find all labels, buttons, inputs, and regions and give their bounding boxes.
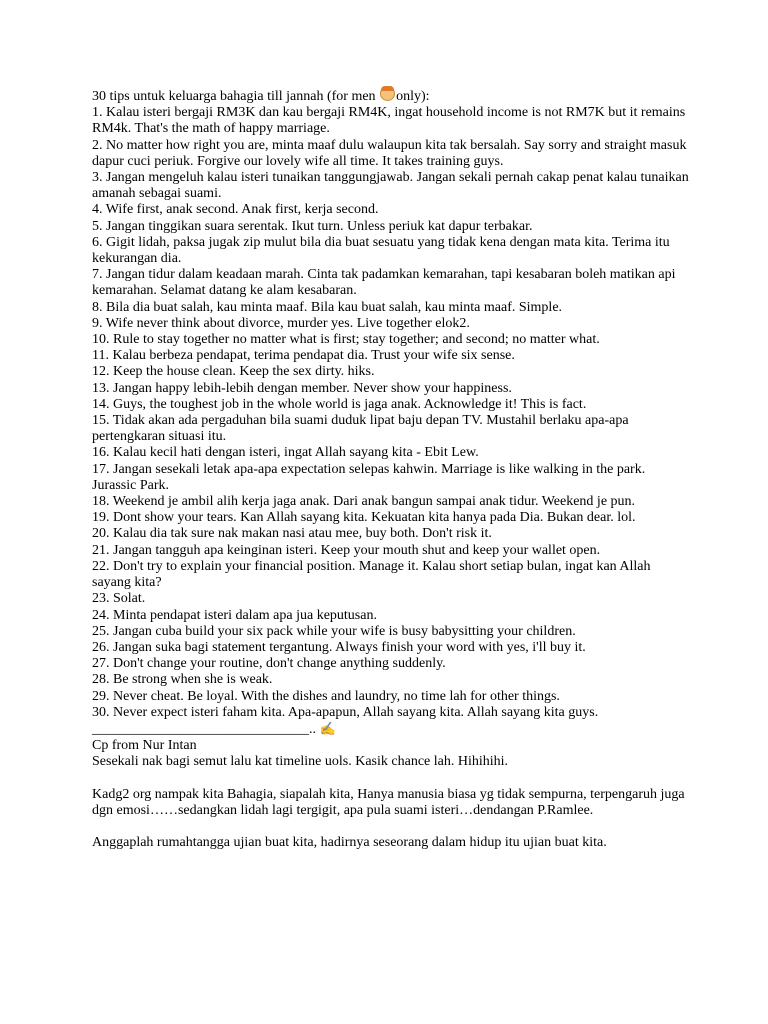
tip-item: 15. Tidak akan ada pergaduhan bila suami duduk lipat baju depan TV. Mustahil berlaku apa-apa pertengkaran situasi itu. bbox=[92, 413, 629, 445]
document-body bbox=[92, 86, 692, 852]
tip-item: 16. Kalau kecil hati dengan isteri, ingat Allah sayang kita - Ebit Lew. bbox=[92, 445, 479, 461]
spacer bbox=[92, 771, 692, 787]
tip-item: 14. Guys, the toughest job in the whole world is jaga anak. Acknowledge it! This is fact. bbox=[92, 396, 587, 412]
tip-item: 13. Jangan happy lebih-lebih dengan member. Never show your happiness. bbox=[92, 380, 512, 396]
tip-item: 18. Weekend je ambil alih kerja jaga anak. Dari anak bangun sampai anak tidur. Weekend je pun. bbox=[92, 494, 636, 510]
tip-item: 17. Jangan sesekali letak apa-apa expectation selepas kahwin. Marriage is like walking in the park. Jurassic Park. bbox=[92, 461, 646, 493]
tips-list bbox=[92, 105, 692, 721]
tip-item: 29. Never cheat. Be loyal. With the dishes and laundry, no time lah for other things. bbox=[92, 688, 560, 704]
tip-item: 26. Jangan suka bagi statement tergantung. Always finish your word with yes, i'll buy it. bbox=[92, 639, 586, 655]
paragraph-2: Anggaplah rumahtangga ujian buat kita, hadirnya seseorang dalam hidup itu ujian buat kita. bbox=[92, 835, 607, 851]
tip-item: 25. Jangan cuba build your six pack while your wife is busy babysitting your children. bbox=[92, 623, 576, 639]
tip-item: 24. Minta pendapat isteri dalam apa jua keputusan. bbox=[92, 607, 377, 623]
share-note: Sesekali nak bagi semut lalu kat timeline uols. Kasik chance lah. Hihihihi. bbox=[92, 754, 509, 770]
tip-item: 11. Kalau berbeza pendapat, terima pendapat dia. Trust your wife six sense. bbox=[92, 348, 515, 364]
tip-item: 12. Keep the house clean. Keep the sex dirty. hiks. bbox=[92, 364, 375, 380]
tip-item: 20. Kalau dia tak sure nak makan nasi atau mee, buy both. Don't risk it. bbox=[92, 526, 492, 542]
title-prefix: 30 tips untuk keluarga bahagia till jannah (for men bbox=[92, 89, 380, 104]
signoff-divider bbox=[92, 721, 692, 738]
tip-item: 27. Don't change your routine, don't change anything suddenly. bbox=[92, 656, 446, 672]
tip-item: 19. Dont show your tears. Kan Allah sayang kita. Kekuatan kita hanya pada Dia. Bukan dear. lol. bbox=[92, 510, 636, 526]
tip-item: 7. Jangan tidur dalam keadaan marah. Cinta tak padamkan kemarahan, tapi kesabaran boleh matikan api kemarahan. Selamat datang ke alam kesabaran. bbox=[92, 267, 676, 299]
tip-item: 2. No matter how right you are, minta maaf dulu walaupun kita tak bersalah. Say sorry and straight masuk dapur cuci periuk. Forgive our lovely wife all time. It takes training guys. bbox=[92, 137, 687, 169]
tip-item: 23. Solat. bbox=[92, 591, 146, 607]
spacer bbox=[92, 819, 692, 835]
tip-item: 22. Don't try to explain your financial position. Manage it. Kalau short setiap bulan, ingat kan Allah sayang kita? bbox=[92, 558, 651, 591]
tip-item: 1. Kalau isteri bergaji RM3K dan kau bergaji RM4K, ingat household income is not RM7K but it remains RM4k. That's the math of happy marriage. bbox=[92, 105, 686, 137]
tip-item: 30. Never expect isteri faham kita. Apa-apapun, Allah sayang kita. Allah sayang kita guys. bbox=[92, 704, 599, 720]
credit-line: Cp from Nur Intan bbox=[92, 738, 197, 754]
tip-item: 6. Gigit lidah, paksa jugak zip mulut bila dia buat sesuatu yang tidak kena dengan mata kita. Terima itu kekurangan dia. bbox=[92, 234, 670, 267]
tip-item: 10. Rule to stay together no matter what is first; stay together; and second; no matter what. bbox=[92, 332, 600, 348]
tip-item: 21. Jangan tangguh apa keinginan isteri. Keep your mouth shut and keep your wallet open. bbox=[92, 542, 601, 558]
tip-item: 9. Wife never think about divorce, murder yes. Live together elok2. bbox=[92, 315, 470, 331]
title-suffix: only): bbox=[396, 89, 430, 104]
tip-item: 3. Jangan mengeluh kalau isteri tunaikan tanggungjawab. Jangan sekali pernah cakap penat kalau tunaikan amanah sebagai suami. bbox=[92, 170, 689, 202]
tip-item: 8. Bila dia buat salah, kau minta maaf. Bila kau buat salah, kau minta maaf. Simple. bbox=[92, 299, 563, 315]
signoff-line: _______________________________.. bbox=[92, 721, 320, 737]
tip-item: 4. Wife first, anak second. Anak first, kerja second. bbox=[92, 202, 379, 218]
man-face-emoji-icon bbox=[380, 86, 395, 101]
tip-item: 5. Jangan tinggikan suara serentak. Ikut turn. Unless periuk kat dapur terbakar. bbox=[92, 218, 533, 234]
document-title bbox=[92, 86, 692, 105]
tip-item: 28. Be strong when she is weak. bbox=[92, 672, 273, 688]
paragraph-1: Kadg2 org nampak kita Bahagia, siapalah kita, Hanya manusia biasa yg tidak sempurna, terpengaruh juga dgn emosi……sedangkan lidah lagi tergigit, apa pula suami isteri…dendangan P.Ramlee. bbox=[92, 786, 689, 818]
writing-hand-icon: ✍ bbox=[319, 720, 336, 736]
